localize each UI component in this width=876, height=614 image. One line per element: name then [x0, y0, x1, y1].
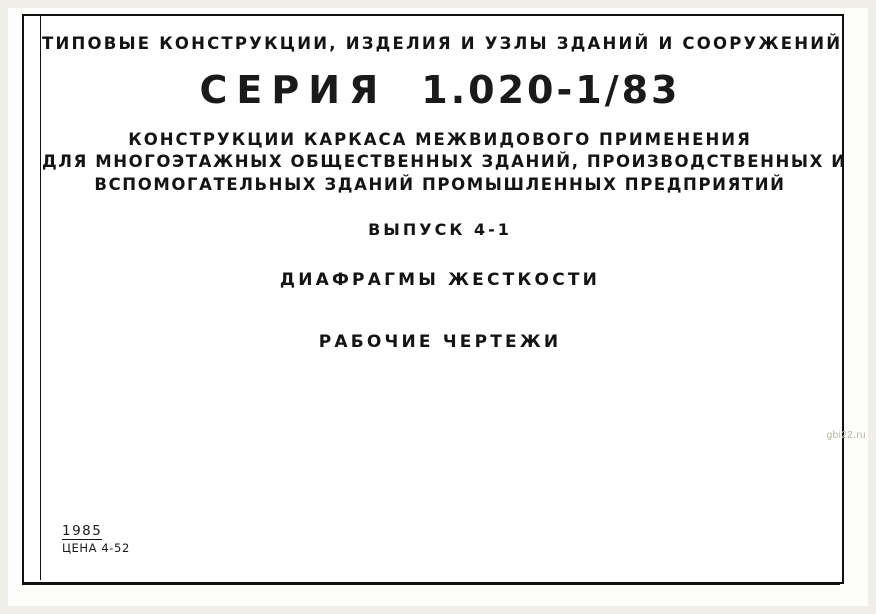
sheet-bottom-rule — [22, 584, 840, 585]
document-header-line: ТИПОВЫЕ КОНСТРУКЦИИ, ИЗДЕЛИЯ И УЗЛЫ ЗДАНИЙ И СООРУЖЕНИЙ — [42, 34, 843, 53]
watermark-text: gbi22.ru — [826, 430, 866, 441]
publication-year: 1985 — [62, 523, 103, 539]
price-label: ЦЕНА 4-52 — [62, 541, 130, 556]
document-type: РАБОЧИЕ ЧЕРТЕЖИ — [318, 332, 562, 352]
issue-number: ВЫПУСК 4-1 — [368, 220, 512, 239]
subtitle-line-3: ВСПОМОГАТЕЛЬНЫХ ЗДАНИЙ ПРОМЫШЛЕННЫХ ПРЕДПРИЯТИЙ — [94, 175, 786, 194]
series-number: 1.020-1/83 — [421, 68, 681, 112]
subtitle-line-2: ДЛЯ МНОГОЭТАЖНЫХ ОБЩЕСТВЕННЫХ ЗДАНИЙ, ПРОИЗВОДСТВЕННЫХ И — [42, 152, 847, 171]
year-price-block — [62, 524, 130, 554]
scan-edge-left — [0, 0, 8, 614]
subtitle-line-1: КОНСТРУКЦИИ КАРКАСА МЕЖВИДОВОГО ПРИМЕНЕНИЯ — [128, 130, 752, 149]
document-topic: ДИАФРАГМЫ ЖЕСТКОСТИ — [279, 270, 601, 290]
scan-edge-right — [868, 0, 876, 614]
series-word: СЕРИЯ — [199, 68, 388, 112]
scan-edge-top — [0, 0, 876, 8]
binding-margin-rule — [40, 14, 41, 580]
scan-edge-bottom — [0, 606, 876, 614]
series-line — [42, 68, 838, 112]
